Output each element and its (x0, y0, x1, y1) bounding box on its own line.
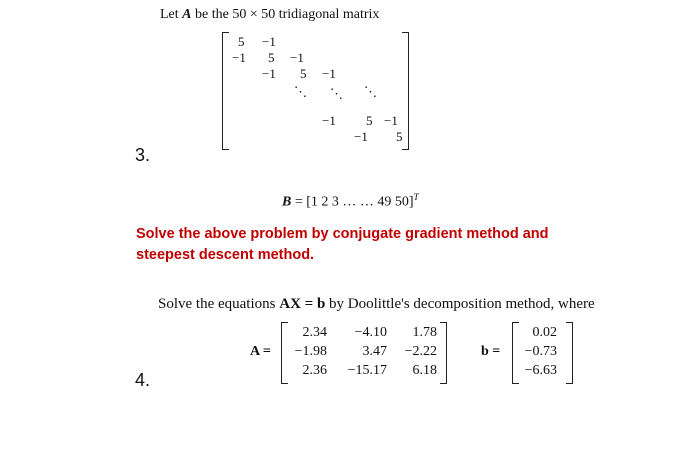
vector-b-cell: 0.02 (532, 325, 557, 340)
matrix-A-right-bracket (440, 322, 447, 384)
problem3-intro (160, 7, 379, 23)
intro-rest: be the 50 × 50 tridiagonal matrix (191, 7, 380, 22)
matrix-right-bracket (402, 32, 409, 150)
matrix-cell: −1 (322, 113, 336, 128)
matrix-cell: −1 (262, 66, 276, 81)
b-vector-label: B (282, 194, 292, 210)
statement-equation: AX = b (279, 296, 326, 312)
matrix-cell: 5 (396, 129, 403, 144)
matrix-A-cell: 3.47 (362, 344, 387, 359)
matrix-cell: 5 (366, 113, 373, 128)
matrix-cell: −1 (290, 50, 304, 65)
vector-b-cell: −6.63 (524, 363, 557, 378)
diagonal-dots: ⋱ (364, 84, 377, 99)
b-vector-line (282, 192, 419, 211)
matrix-cell: −1 (262, 34, 276, 49)
diagonal-dots: ⋱ (294, 84, 307, 99)
matrix-cell: 5 (238, 34, 245, 49)
matrix-A-cell: −4.10 (354, 325, 387, 340)
matrix-cell: 5 (268, 50, 275, 65)
matrix-cell: −1 (354, 129, 368, 144)
matrix-A-cell: 2.34 (302, 325, 327, 340)
statement-prefix: Solve the equations (158, 296, 280, 312)
problem4-number: 4. (135, 370, 151, 390)
transpose-sup: T (413, 192, 419, 202)
matrix-A-cell: −15.17 (347, 363, 387, 378)
problem3-number: 3. (135, 145, 151, 165)
b-vector-values: = [1 2 3 … … 49 50] (291, 194, 414, 210)
matrix-A-cell: 2.36 (302, 363, 327, 378)
problem3-instruction: Solve the above problem by conjugate gradient method and steepest descent method. (136, 226, 549, 263)
vector-b-label: b = (481, 344, 501, 359)
matrix-cell: −1 (384, 113, 398, 128)
matrix-cell: 5 (300, 66, 307, 81)
vector-b-right-bracket (566, 322, 573, 384)
matrix-A-label: A = (250, 344, 271, 359)
diagonal-dots: ⋱ (330, 86, 343, 101)
matrix-left-bracket (222, 32, 229, 150)
intro-prefix: Let (160, 7, 183, 22)
statement-suffix: by Doolittle's decomposition method, where (325, 296, 595, 312)
matrix-A-cell: −1.98 (294, 344, 327, 359)
vector-b-cell: −0.73 (524, 344, 557, 359)
matrix-cell: −1 (322, 66, 336, 81)
matrix-cell: −1 (232, 50, 246, 65)
problem4-statement (158, 296, 595, 313)
matrix-A-cell: −2.22 (404, 344, 437, 359)
intro-var: A (182, 7, 192, 22)
matrix-A-cell: 1.78 (412, 325, 437, 340)
matrix-A-cell: 6.18 (412, 363, 437, 378)
